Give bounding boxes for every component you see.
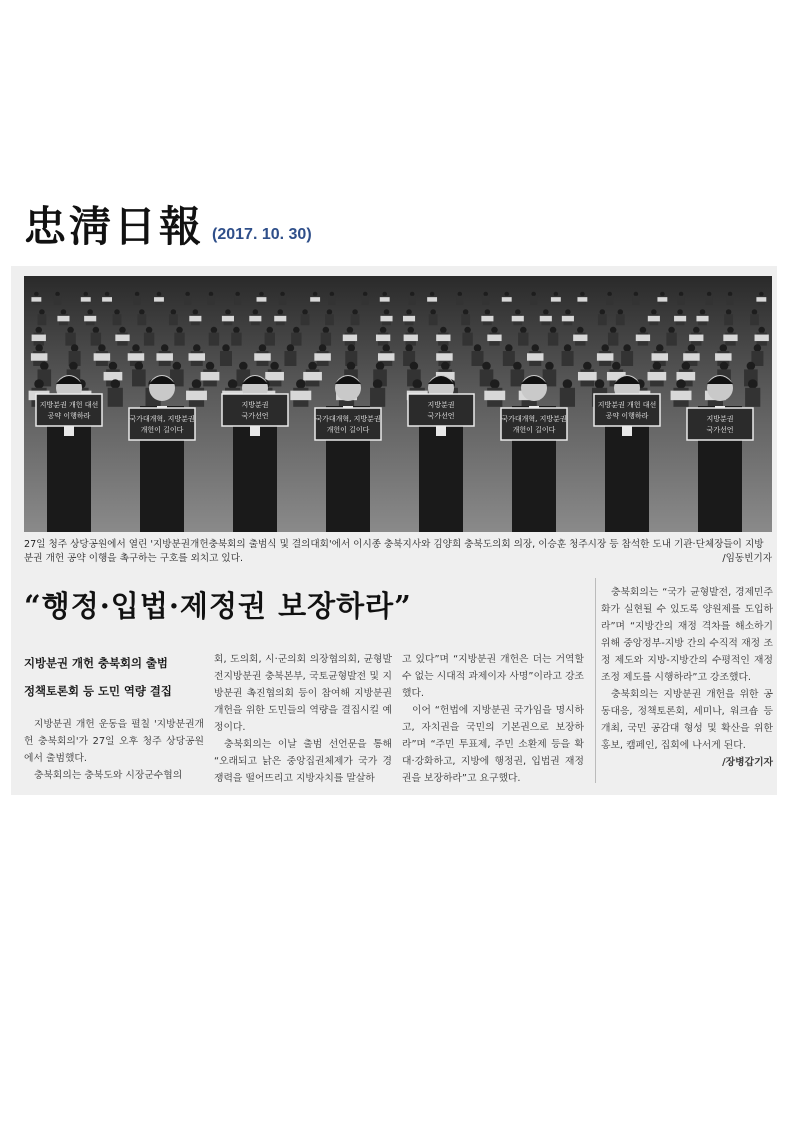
- protest-sign-text: 공약 이행하라: [605, 412, 649, 420]
- protest-sign-text: 국가선언: [427, 412, 455, 420]
- paragraph: 이어 “헌법에 지방분권 국가임을 명시하고, 자치권을 국민의 기본권으로 보장하라”며 “주민 투표제, 주민 소환제 등을 확대·강화하고, 지방에 행정권, 입법권 재정권을 보장하라”고 요구했다.: [402, 705, 584, 784]
- news-clipping: [11, 266, 777, 795]
- photo-caption: [24, 538, 772, 566]
- article-column-1: [24, 716, 204, 784]
- protest-sign-text: 지방분권: [427, 401, 455, 409]
- paragraph: 충북회의는 충북도와 시장군수협의: [34, 770, 183, 781]
- article-subhead-2: 정책토론회 등 도민 역량 결집: [24, 684, 172, 698]
- paragraph: 회, 도의회, 시·군의회 의장협의회, 균형발전지방분권 충북본부, 국토균형발전 및 지방분권 촉진협의회 등이 참여해 지방분권 개헌을 위한 도민들의 역량을 결집시킬 예정이다.: [214, 654, 392, 733]
- protest-sign-text: 개헌이 길이다: [512, 426, 556, 434]
- newspaper-name: 忠淸日報: [24, 202, 205, 251]
- article-column-2: [214, 651, 392, 787]
- protest-sign-text: 국가선언: [241, 412, 269, 420]
- article-headline: “행정·입법·제정권 보장하라”: [24, 589, 412, 623]
- protest-sign-text: 지방분권: [706, 415, 734, 423]
- paragraph: 충북회의는 이날 출범 선언문을 통해 “오래되고 낡은 중앙집권체제가 국가 경쟁력을 떨어뜨리고 지방자치를 말살하: [214, 739, 392, 784]
- reporter-byline: /장병갑기자: [722, 757, 773, 768]
- protest-sign-text: 국가대개혁, 지방분권: [315, 415, 381, 423]
- column-divider: [595, 578, 596, 783]
- paragraph: 고 있다”며 “지방분권 개헌은 더는 거역할 수 없는 시대적 과제이자 사명”이라고 강조했다.: [402, 654, 584, 699]
- rally-photo-graphic: [24, 276, 772, 532]
- protest-sign-text: 지방분권: [241, 401, 269, 409]
- paragraph: 지방분권 개헌 운동을 펼칠 '지방분권개헌 충북회의'가 27일 오후 청주 상당공원에서 출범했다.: [24, 719, 204, 764]
- article-column-4: [601, 584, 773, 771]
- protest-sign-text: 개헌이 길이다: [326, 426, 370, 434]
- caption-text: 27일 청주 상당공원에서 열린 '지방분권개헌충북회의 출범식 및 결의대회'에서 이시종 충북지사와 김양희 충북도의회 의장, 이승훈 청주시장 등 참석한 도내 기관·단체장들이 지방분권 개헌 공약 이행을 촉구하는 구호를 외치고 있다.: [24, 539, 764, 564]
- paragraph: 충북회의는 지방분권 개헌을 위한 공동대응, 정책토론회, 세미나, 워크숍 등 개최, 국민 공감대 형성 및 확산을 위한 홍보, 캠페인, 집회에 나서게 된다.: [601, 689, 773, 751]
- protest-sign-text: 국가선언: [706, 426, 734, 434]
- protest-sign-text: 지방분권 개헌 대선: [39, 401, 99, 409]
- protest-sign-text: 개헌이 길이다: [140, 426, 184, 434]
- photo-credit: /임동빈기자: [722, 553, 772, 564]
- protest-sign-text: 공약 이행하라: [47, 412, 91, 420]
- paragraph: 충북회의는 “국가 균형발전, 경제민주화가 실현될 수 있도록 양원제를 도입하라”며 “지방간의 재정 격차를 해소하기 위해 중앙정부-지방 간의 수직적 재정 조정 제도와 지방-지방간의 수평적인 재정 조정 제도를 시행하라”고 강조했다.: [601, 587, 773, 683]
- protest-sign-text: 지방분권 개헌 대선: [597, 401, 657, 409]
- rally-photo: [24, 276, 772, 532]
- article-subhead-1: 지방분권 개헌 충북회의 출범: [24, 656, 168, 670]
- article-column-3: [402, 651, 584, 787]
- protest-sign-text: 국가대개혁, 지방분권: [129, 415, 195, 423]
- publication-date: (2017. 10. 30): [212, 226, 312, 243]
- masthead: [24, 200, 312, 250]
- protest-sign-text: 국가대개혁, 지방분권: [501, 415, 567, 423]
